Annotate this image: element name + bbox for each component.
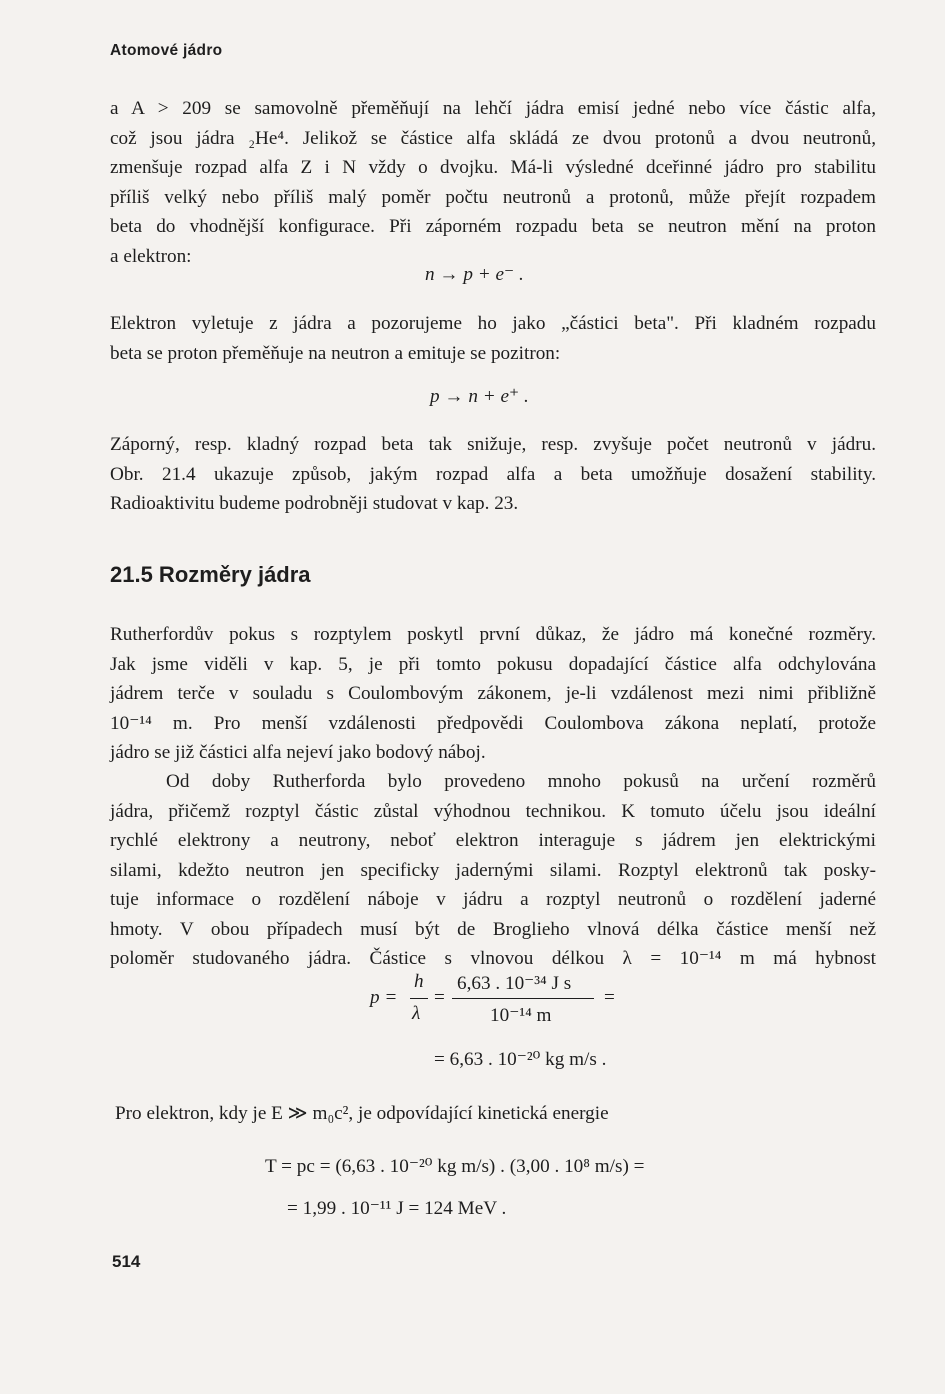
- paragraph-beta-particle: [110, 309, 876, 368]
- text-line: zmenšuje rozpad alfa Z i N vždy o dvojku. Má-li výsledné dceřinné jádro pro stabilitu: [110, 157, 876, 178]
- fraction-bar: [410, 998, 428, 999]
- eq-lhs: p =: [370, 987, 398, 1008]
- eq-numerator: 6,63 . 10⁻³⁴ J s: [457, 973, 572, 994]
- text-line: poloměr studovaného jádra. Částice s vlnovou délkou λ = 10⁻¹⁴ m má hybnost: [110, 948, 876, 969]
- eq-equals: =: [434, 987, 445, 1008]
- text-line: beta do vhodnější konfigurace. Při záporném rozpadu beta se neutron mění na proton: [110, 216, 876, 237]
- text-line: příliš velký nebo příliš malý poměr počtu neutronů a protonů, může přejít rozpadem: [110, 186, 876, 208]
- page-number: 514: [112, 1252, 141, 1271]
- paragraph-scattering: [110, 767, 876, 974]
- text-line: silami, kdežto neutron jen specificky jadernými silami. Rozptyl elektronů tak posky-: [110, 859, 876, 881]
- eq-trailing-equals: =: [604, 987, 615, 1008]
- text-line: Záporný, resp. kladný rozpad beta tak snižuje, resp. zvyšuje počet neutronů v jádru.: [110, 434, 876, 455]
- text-line: Rutherfordův pokus s rozptylem poskytl první důkaz, že jádro má konečné rozměry.: [110, 624, 876, 645]
- fraction-bar: [452, 998, 594, 999]
- text-line: Od doby Rutherforda bylo provedeno mnoho pokusů na určení rozměrů: [166, 771, 876, 792]
- paragraph-rutherford: [110, 620, 876, 768]
- eq-numerator-h: h: [414, 971, 424, 992]
- text-line: 10⁻¹⁴ m. Pro menší vzdálenosti předpovědi Coulombova zákona neplatí, protože: [110, 712, 876, 734]
- running-head: Atomové jádro: [110, 42, 223, 59]
- text-line: jádra, přičemž rozptyl částic zůstal výhodnou technikou. K tomuto účelu jsou ideální: [110, 800, 876, 822]
- text-line: a A > 209 se samovolně přeměňují na lehčí jádra emisí jedné nebo více částic alfa,: [110, 98, 876, 119]
- eq-denominator: 10⁻¹⁴ m: [490, 1005, 552, 1026]
- text-line: tuje informace o rozdělení náboje v jádru a rozptyl neutronů o rozdělení jaderné: [110, 889, 876, 910]
- equation-kinetic-energy-line1: T = pc = (6,63 . 10⁻²⁰ kg m/s) . (3,00 . 10⁸ m/s) =: [265, 1156, 645, 1177]
- text-line: Jak jsme viděli v kap. 5, je při tomto pokusu dopadající částice alfa odchylována: [110, 653, 876, 675]
- text-line: hmoty. V obou případech musí být de Broglieho vlnová délka částice menší než: [110, 918, 876, 940]
- text-line: Elektron vyletuje z jádra a pozorujeme ho jako „částici beta". Při kladném rozpadu: [110, 313, 876, 334]
- text-line: jádrem terče v souladu s Coulombovým zákonem, je-li vzdálenost mezi nimi přibližně: [110, 683, 876, 704]
- eq-result: = 6,63 . 10⁻²⁰ kg m/s .: [434, 1049, 607, 1070]
- text-line: rychlé elektrony a neutrony, neboť elektron interaguje s jádrem jen elektrickými: [110, 830, 876, 851]
- equation-kinetic-energy-line2: = 1,99 . 10⁻¹¹ J = 124 MeV .: [287, 1198, 507, 1219]
- equation-beta-plus: p → n + e⁺ .: [430, 386, 529, 407]
- paragraph-electron-energy: [115, 1101, 609, 1125]
- text-line: beta se proton přeměňuje na neutron a emituje se pozitron:: [110, 342, 561, 364]
- text-line: jádro se již částici alfa nejeví jako bodový náboj.: [110, 742, 486, 763]
- equation-beta-minus: n → p + e⁻ .: [425, 264, 524, 285]
- text-line: Radioaktivitu budeme podrobněji studovat v kap. 23.: [110, 493, 519, 514]
- text-line: a elektron:: [110, 245, 192, 267]
- text-line: Obr. 21.4 ukazuje způsob, jakým rozpad alfa a beta umožňuje dosažení stability.: [110, 463, 876, 485]
- eq-denominator-lambda: λ: [412, 1003, 421, 1024]
- paragraph-stability: [110, 430, 876, 519]
- paragraph-alpha-decay: [110, 94, 876, 271]
- text-line: což jsou jádra ₂He⁴. Jelikož se částice alfa skládá ze dvou protonů a dvou neutronů,: [110, 127, 876, 149]
- section-heading: 21.5 Rozměry jádra: [110, 562, 311, 587]
- text-line: Pro elektron, kdy je E ≫ m₀c², je odpovídající kinetická energie: [115, 1103, 609, 1124]
